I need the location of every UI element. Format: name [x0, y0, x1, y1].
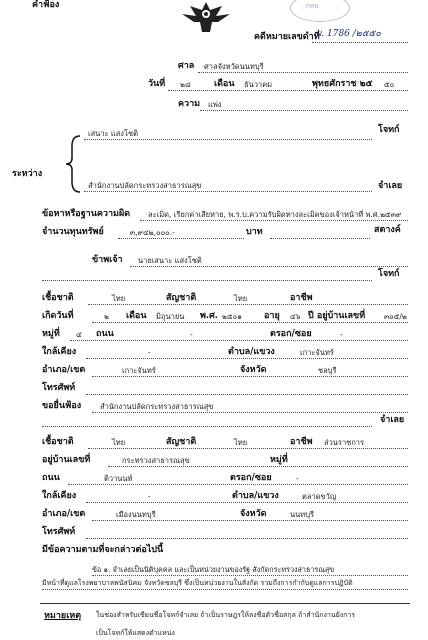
p-intro-label: ข้าพเจ้า	[92, 255, 123, 265]
d-nationality: ไทย	[234, 438, 248, 447]
body-para1-line1: ข้อ ๑. จำเลยเป็นนิติบุคคล และเป็นหน่วยงานของรัฐ สังกัดกระทรวงสาธารณสุข	[92, 565, 335, 574]
p-name-line	[130, 266, 408, 267]
p-born-day: ๒	[104, 312, 109, 321]
d-district: เมืองนนทบุรี	[116, 510, 156, 519]
d-phone-label: โทรศัพท์	[42, 527, 76, 537]
party-brace	[64, 134, 82, 194]
body-line1	[92, 575, 408, 576]
body-para1-line2: มีหน้าที่ดูแลโรงพยาบาลพนัสนิคม จังหวัดชลบุรี ซึ่งเป็นหน่วยงานในสังกัด รวมถึงการกำกับดูแลการปฏิบัติ	[42, 579, 353, 587]
d-near: -	[148, 492, 151, 501]
d-name-line2	[42, 426, 372, 427]
date-year-label: พุทธศักราช ๒๕	[312, 79, 373, 89]
body-intro: มีข้อความตามที่จะกล่าวต่อไปนี้	[42, 545, 164, 555]
p-district-line	[92, 376, 408, 377]
p-soi: -	[340, 330, 343, 339]
d-nationality-label: สัญชาติ	[166, 437, 197, 447]
p-near: -	[148, 348, 151, 357]
d-phone-line	[86, 538, 408, 539]
d-district-label: อำเภอ/เขต	[42, 509, 86, 519]
p-age-label: อายุ	[264, 311, 280, 321]
form-title: คำฟ้อง	[32, 0, 60, 10]
charge-label: ข้อหาหรือฐานความผิด	[42, 209, 131, 219]
p-age: ๔๖	[290, 312, 301, 321]
date-line	[168, 90, 408, 91]
p-moo-line	[70, 340, 408, 341]
p-race-line	[88, 304, 408, 305]
p-phone-line	[86, 394, 408, 395]
note-line1: ในช่องสำหรับเขียนชื่อโจทก์จำเลย ถ้าเป็นราษฎรให้ลงชื่อตัวชื่อสกุล ถ้าสำนักงานยังการ	[96, 611, 356, 619]
claim-line	[118, 238, 244, 239]
footer-separator	[40, 603, 410, 604]
claim-label: จำนวนทุนทรัพย์	[42, 227, 104, 237]
p-role: โจทก์	[378, 269, 400, 279]
d-race: ไทย	[112, 438, 126, 447]
date-month-label: เดือน	[214, 79, 235, 89]
p-born-month-label: เดือน	[126, 311, 147, 321]
d-road: ติวานนท์	[104, 474, 133, 483]
d-soi-label: ตรอก/ซอย	[230, 473, 272, 483]
garuda-emblem-icon	[178, 0, 234, 34]
plaintiff-line	[84, 139, 372, 140]
p-province: ชลบุรี	[318, 366, 337, 375]
d-soi: -	[296, 474, 299, 483]
d-occupation: ส่วนราชการ	[324, 438, 365, 447]
p-born-year-label: พ.ศ.	[200, 311, 218, 321]
date-month: ธันวาคม	[244, 80, 273, 89]
case-type-label: ความ	[178, 99, 201, 109]
court-label: ศาล	[178, 61, 195, 71]
d-occupation-label: อาชีพ	[290, 437, 313, 447]
p-phone-label: โทรศัพท์	[42, 383, 76, 393]
claim-value: ๓,๙๔๒,๐๐๐.-	[130, 228, 175, 237]
p-born-month: มิถุนายน	[156, 312, 185, 321]
d-province: นนทบุรี	[290, 510, 314, 519]
p-district: เกาะจันทร์	[122, 366, 156, 375]
d-subdistrict-label: ตำบล/แขวง	[232, 491, 279, 501]
p-born-label: เกิดวันที่	[42, 311, 74, 321]
case-no-line	[312, 42, 408, 43]
d-role: จำเลย	[380, 415, 405, 425]
claim-satang: สตางค์	[374, 225, 401, 235]
court-line	[198, 72, 408, 73]
case-type-value: แพ่ง	[208, 100, 222, 109]
p-house-label: ปี อยู่บ้านเลขที่	[308, 311, 366, 321]
d-province-label: จังหวัด	[240, 509, 267, 519]
p-subdistrict-label: ตำบล/แขวง	[228, 347, 275, 357]
d-house: กระทรวงสาธารณสุข	[122, 456, 190, 465]
date-day-label: วันที่	[148, 79, 166, 89]
p-near-label: ใกล้เคียง	[42, 347, 77, 357]
p-nationality-label: สัญชาติ	[166, 293, 197, 303]
d-race-line	[88, 448, 408, 449]
plaintiff-role: โจทก์	[378, 125, 400, 135]
d-name: สำนักงานปลัดกระทรวงสาธารณสุข	[100, 402, 214, 411]
d-moo-label: หมู่ที่	[270, 455, 288, 465]
note-label: หมายเหตุ	[44, 611, 82, 621]
p-born-year: ๒๕๐๑	[222, 312, 242, 321]
satang-line	[270, 238, 370, 239]
d-subdistrict: ตลาดขวัญ	[302, 492, 337, 501]
case-no-label: คดีหมายเลขดำที่	[254, 32, 320, 42]
d-name-line	[92, 412, 408, 413]
claim-baht: บาท	[246, 227, 263, 237]
plaintiff-name: เสนาะ แสงโชติ	[88, 129, 138, 138]
p-moo: ๔	[76, 330, 82, 339]
d-house-line	[108, 466, 408, 467]
p-born-line	[92, 322, 408, 323]
p-province-label: จังหวัด	[240, 365, 267, 375]
p-house: ๓๐๕/๒	[384, 312, 407, 321]
p-district-label: อำเภอ/เขต	[42, 365, 86, 375]
d-race-label: เชื้อชาติ	[42, 437, 74, 447]
p-race-label: เชื้อชาติ	[42, 293, 74, 303]
p-name: นายเสนาะ แสงโชติ	[138, 256, 202, 265]
p-race: ไทย	[112, 294, 126, 303]
case-no-value: ผ. 1786 /๒๕๕๐	[316, 29, 381, 39]
court-value: ศาลจังหวัดนนทบุรี	[204, 62, 264, 71]
p-near-line	[86, 358, 408, 359]
d-intro-label: ขอยื่นฟ้อง	[42, 401, 82, 411]
d-district-line	[92, 520, 408, 521]
p-nationality: ไทย	[234, 294, 248, 303]
d-near-label: ใกล้เคียง	[42, 491, 77, 501]
charge-value: ละเมิด, เรียกค่าเสียหาย, พ.ร.บ.ความรับผิดทางละเมิดของเจ้าหน้าที่ พ.ศ.๒๕๓๙	[148, 210, 402, 219]
between-label: ระหว่าง	[12, 169, 43, 179]
p-occupation-label: อาชีพ	[290, 293, 313, 303]
p-road-label: ถนน	[96, 329, 114, 339]
p-road: -	[190, 330, 193, 339]
p-soi-label: ตรอก/ซอย	[270, 329, 312, 339]
defendant-name: สำนักงานปลัดกระทรวงสาธารณสุข	[88, 181, 202, 190]
received-stamp: ภพษ	[290, 0, 350, 22]
case-type-line	[200, 110, 408, 111]
defendant-role: จำเลย	[378, 181, 403, 191]
date-day: ๒๘	[180, 80, 191, 89]
p-subdistrict: เกาะจันทร์	[300, 348, 334, 357]
p-moo-label: หมู่ที่	[42, 329, 60, 339]
d-near-line	[86, 502, 408, 503]
d-road-label: ถนน	[42, 473, 60, 483]
body-line2	[42, 589, 408, 590]
date-year: ๕๐	[384, 80, 395, 89]
charge-line	[140, 220, 408, 221]
note-line2: เป็นโจทก์ให้แสดงตำแหน่ง	[96, 629, 175, 637]
d-road-line	[68, 484, 408, 485]
p-name-line2	[42, 280, 372, 281]
defendant-line	[84, 191, 372, 192]
d-house-label: อยู่บ้านเลขที่	[42, 455, 91, 465]
